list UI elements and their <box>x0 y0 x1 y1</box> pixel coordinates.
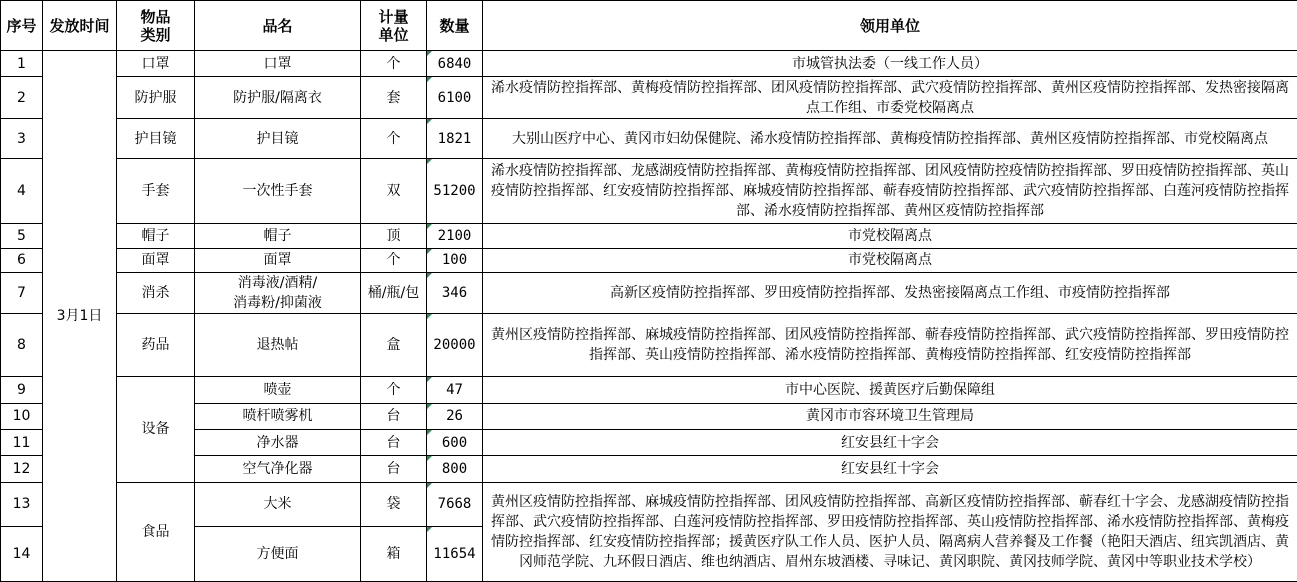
item-cell: 大米 <box>195 482 361 527</box>
item-cell: 一次性手套 <box>195 159 361 224</box>
item-cell: 喷杆喷雾机 <box>195 403 361 429</box>
qty-cell: 800 <box>427 456 483 482</box>
item-cell: 退热帖 <box>195 314 361 377</box>
unit-cell: 个 <box>361 377 427 403</box>
row-index: 7 <box>1 272 43 314</box>
item-cell: 空气净化器 <box>195 456 361 482</box>
item-cell: 护目镜 <box>195 118 361 159</box>
category-cell: 面罩 <box>117 248 195 272</box>
row-index: 5 <box>1 224 43 248</box>
row-index: 9 <box>1 377 43 403</box>
table-row <box>1 482 1297 527</box>
recipient-cell-food: 黄州区疫情防控指挥部、麻城疫情防控指挥部、团风疫情防控指挥部、高新区疫情防控指挥部、蕲春红十字会、龙感湖疫情防控指挥部、武穴疫情防控指挥部、白莲河疫情防控指挥部、罗田疫情防控指挥部、英山疫情防控指挥部、浠水疫情防控指挥部、黄梅疫情防控指挥部、红安疫情防控指挥部；援黄医疗队工作人员、医护人员、隔离病人营养餐及工作餐（艳阳天酒店、纽宾凯酒店、黄冈师范学院、九环假日酒店、维也纳酒店、眉州东坡酒楼、寻味记、黄冈职院、黄冈技师学院、黄冈中等职业技术学校） <box>483 482 1297 581</box>
qty-cell: 20000 <box>427 314 483 377</box>
header-category: 物品类别 <box>117 1 195 51</box>
header-unit: 计量单位 <box>361 1 427 51</box>
item-cell <box>195 272 361 314</box>
unit-cell: 个 <box>361 248 427 272</box>
table-row <box>1 403 1297 429</box>
unit-cell: 台 <box>361 403 427 429</box>
header-qty: 数量 <box>427 1 483 51</box>
recipient-cell: 市党校隔离点 <box>483 224 1297 248</box>
unit-cell: 个 <box>361 51 427 77</box>
row-index: 6 <box>1 248 43 272</box>
header-row <box>1 1 1297 51</box>
unit-cell: 顶 <box>361 224 427 248</box>
qty-cell: 51200 <box>427 159 483 224</box>
item-cell: 方便面 <box>195 527 361 582</box>
table-row <box>1 429 1297 455</box>
unit-cell: 箱 <box>361 527 427 582</box>
recipient-cell: 黄州区疫情防控指挥部、麻城疫情防控指挥部、团风疫情防控指挥部、蕲春疫情防控指挥部、武穴疫情防控指挥部、罗田疫情防控指挥部、英山疫情防控指挥部、浠水疫情防控指挥部、黄梅疫情防控指挥部、红安疫情防控指挥部 <box>483 314 1297 377</box>
recipient-cell: 黄冈市市容环境卫生管理局 <box>483 403 1297 429</box>
recipient-cell: 大别山医疗中心、黄冈市妇幼保健院、浠水疫情防控指挥部、黄梅疫情防控指挥部、黄州区疫情防控指挥部、市党校隔离点 <box>483 118 1297 159</box>
row-index: 13 <box>1 482 43 527</box>
qty-cell: 6100 <box>427 77 483 119</box>
qty-cell: 26 <box>427 403 483 429</box>
table-row <box>1 456 1297 482</box>
category-cell: 防护服 <box>117 77 195 119</box>
table-row <box>1 377 1297 403</box>
item-line: 消毒粉/抑菌液 <box>233 295 322 312</box>
table-row <box>1 224 1297 248</box>
table-row <box>1 159 1297 224</box>
row-index: 1 <box>1 51 43 77</box>
qty-cell: 47 <box>427 377 483 403</box>
category-cell: 手套 <box>117 159 195 224</box>
recipient-cell: 市城管执法委（一线工作人员） <box>483 51 1297 77</box>
row-index: 3 <box>1 118 43 159</box>
item-cell: 净水器 <box>195 429 361 455</box>
qty-cell: 11654 <box>427 527 483 582</box>
qty-cell: 100 <box>427 248 483 272</box>
recipient-cell: 高新区疫情防控指挥部、罗田疫情防控指挥部、发热密接隔离点工作组、市疫情防控指挥部 <box>483 272 1297 314</box>
row-index: 4 <box>1 159 43 224</box>
unit-cell: 台 <box>361 456 427 482</box>
table-row <box>1 118 1297 159</box>
category-cell: 消杀 <box>117 272 195 314</box>
item-cell: 防护服/隔离衣 <box>195 77 361 119</box>
row-index: 2 <box>1 77 43 119</box>
recipient-cell: 浠水疫情防控指挥部、黄梅疫情防控指挥部、团风疫情防控指挥部、武穴疫情防控指挥部、黄州区疫情防控指挥部、发热密接隔离点工作组、市委党校隔离点 <box>483 77 1297 119</box>
header-item: 品名 <box>195 1 361 51</box>
table-row <box>1 77 1297 119</box>
item-line: 消毒液/酒精/ <box>237 275 318 292</box>
category-cell: 帽子 <box>117 224 195 248</box>
header-recipient: 领用单位 <box>483 1 1297 51</box>
unit-cell: 双 <box>361 159 427 224</box>
header-index: 序号 <box>1 1 43 51</box>
category-cell: 药品 <box>117 314 195 377</box>
category-cell-equipment: 设备 <box>117 377 195 482</box>
row-index: 14 <box>1 527 43 582</box>
row-index: 11 <box>1 429 43 455</box>
table-row <box>1 272 1297 314</box>
item-cell: 喷壶 <box>195 377 361 403</box>
recipient-cell: 市中心医院、援黄医疗后勤保障组 <box>483 377 1297 403</box>
recipient-cell: 市党校隔离点 <box>483 248 1297 272</box>
recipient-cell: 浠水疫情防控指挥部、龙感湖疫情防控指挥部、黄梅疫情防控指挥部、团风疫情防控疫情防控指挥部、罗田疫情防控指挥部、英山疫情防控指挥部、红安疫情防控指挥部、麻城疫情防控指挥部、蕲春疫情防控指挥部、武穴疫情防控指挥部、白莲河疫情防控指挥部、浠水疫情防控指挥部、黄州区疫情防控指挥部 <box>483 159 1297 224</box>
table-row <box>1 248 1297 272</box>
category-cell: 护目镜 <box>117 118 195 159</box>
qty-cell: 346 <box>427 272 483 314</box>
qty-cell: 7668 <box>427 482 483 527</box>
unit-cell: 台 <box>361 429 427 455</box>
category-cell-food: 食品 <box>117 482 195 581</box>
unit-cell: 个 <box>361 118 427 159</box>
row-index: 10 <box>1 403 43 429</box>
item-cell: 帽子 <box>195 224 361 248</box>
unit-cell: 桶/瓶/包 <box>361 272 427 314</box>
recipient-cell: 红安县红十字会 <box>483 429 1297 455</box>
qty-cell: 1821 <box>427 118 483 159</box>
date-cell: 3月1日 <box>43 51 117 582</box>
item-cell: 口罩 <box>195 51 361 77</box>
unit-cell: 袋 <box>361 482 427 527</box>
table-row <box>1 314 1297 377</box>
qty-cell: 2100 <box>427 224 483 248</box>
category-cell: 口罩 <box>117 51 195 77</box>
recipient-cell: 红安县红十字会 <box>483 456 1297 482</box>
unit-cell: 盒 <box>361 314 427 377</box>
row-index: 8 <box>1 314 43 377</box>
unit-cell: 套 <box>361 77 427 119</box>
qty-cell: 6840 <box>427 51 483 77</box>
item-cell: 面罩 <box>195 248 361 272</box>
table-row <box>1 51 1297 77</box>
header-date: 发放时间 <box>43 1 117 51</box>
row-index: 12 <box>1 456 43 482</box>
qty-cell: 600 <box>427 429 483 455</box>
